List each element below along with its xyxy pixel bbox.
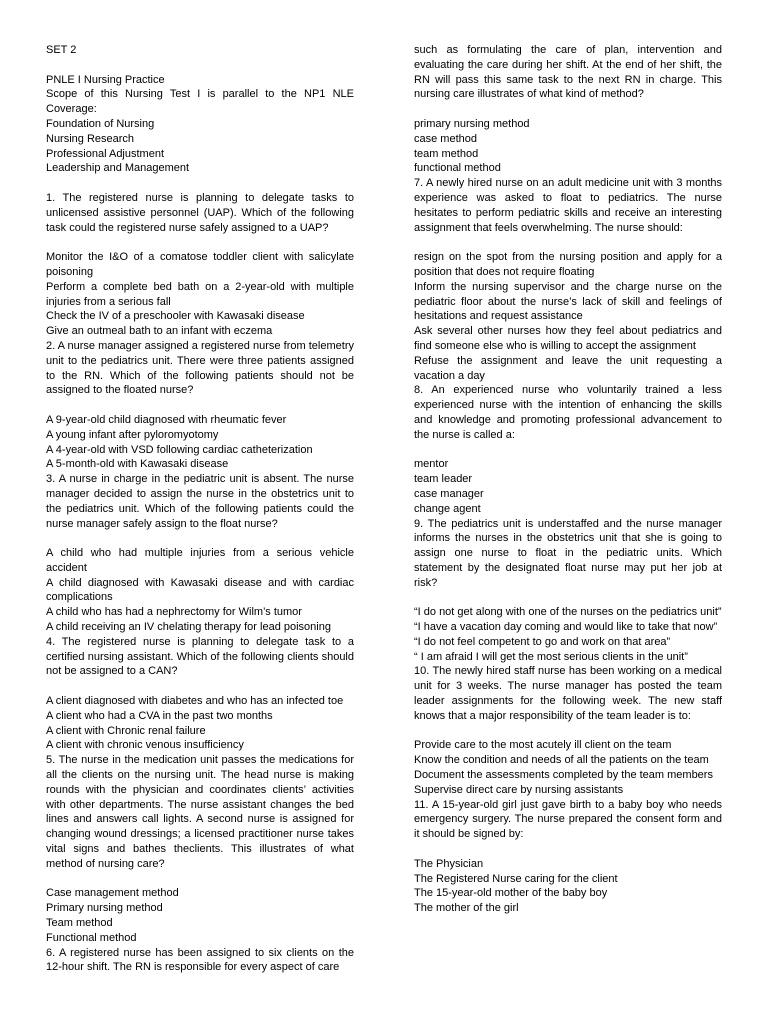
paragraph-line: Scope of this Nursing Test I is parallel to the NP1 NLE Coverage: bbox=[46, 88, 354, 116]
paragraph-line: A 9-year-old child diagnosed with rheumatic fever bbox=[46, 413, 287, 426]
paragraph-line: Nursing Research bbox=[46, 132, 135, 145]
question-text: 1. The registered nurse is planning to delegate tasks to unlicensed assistive personnel (UAP). Which of the following task could the registered nurse safely assigned to a UAP? bbox=[46, 191, 354, 234]
paragraph-line: such as formulating the care of plan, intervention and evaluating the care during her shift. At the end of her shift, the RN will pass this same task to the next RN in charge. This nursing care illustrates of what kind of method? bbox=[414, 44, 722, 101]
paragraph-line: “I do not feel competent to go and work on that area” bbox=[414, 635, 671, 648]
paragraph-line: Monitor the I&O of a comatose toddler client with salicylate poisoning bbox=[46, 251, 354, 278]
right-column bbox=[414, 43, 722, 1024]
paragraph-line: Provide care to the most acutely ill client on the team bbox=[414, 739, 672, 752]
paragraph-line: Refuse the assignment and leave the unit requesting a vacation a day bbox=[414, 354, 722, 382]
paragraph-line: “ I am afraid I will get the most serious clients in the unit” bbox=[414, 650, 688, 663]
paragraph-line: The Physician bbox=[414, 857, 484, 870]
paragraph-line: Check the IV of a preschooler with Kawasaki disease bbox=[46, 310, 305, 323]
paragraph-line: change agent bbox=[414, 502, 481, 515]
paragraph-line: Foundation of Nursing bbox=[46, 117, 155, 130]
question-text: 10. The newly hired staff nurse has been working on a medical unit for 3 weeks. The nurse manager has posted the team leader assignments for the following week. The new staff knows that a major responsibility of the team leader is to: bbox=[414, 665, 722, 722]
paragraph-line: A client who had a CVA in the past two months bbox=[46, 709, 273, 722]
paragraph-line: Inform the nursing supervisor and the charge nurse on the pediatric floor about the nurse’s lack of skill and feelings of hesitations and request assistance bbox=[414, 280, 722, 323]
paragraph-line: A client with chronic venous insufficiency bbox=[46, 739, 244, 752]
paragraph-line: team method bbox=[414, 147, 479, 160]
paragraph-line: A child who had multiple injuries from a serious vehicle accident bbox=[46, 547, 354, 574]
paragraph-line: Primary nursing method bbox=[46, 902, 163, 915]
paragraph-line: Case management method bbox=[46, 887, 179, 900]
paragraph-line: “I do not get along with one of the nurses on the pediatrics unit” bbox=[414, 606, 722, 619]
paragraph-line: A child receiving an IV chelating therapy for lead poisoning bbox=[46, 621, 331, 634]
paragraph-line: The Registered Nurse caring for the client bbox=[414, 872, 618, 885]
blank-line bbox=[414, 102, 722, 117]
paragraph-line: Ask several other nurses how they feel about pediatrics and find someone else who is willing to accept the assignment bbox=[414, 325, 722, 352]
question-text: 5. The nurse in the medication unit passes the medications for all the clients on the nursing unit. The head nurse is making rounds with the physician and coordinates clients’ activities with other departments. The nurse assistant changes the bed lines and answers call lights. A second nurse is assigned for changing wound dressings; a licensed practitioner nurse takes vital signs and bathes theclients. This illustrates of what method of nursing care? bbox=[46, 754, 354, 870]
paragraph-line: SET 2 bbox=[46, 44, 77, 56]
question-text: 2. A nurse manager assigned a registered nurse from telemetry unit to the pediatrics unit. There were three patients assigned to the RN. Which of the following patients should not be assigned to the floated nurse? bbox=[46, 339, 354, 397]
paragraph-line: functional method bbox=[414, 162, 501, 175]
paragraph-line: A client diagnosed with diabetes and who has an infected toe bbox=[46, 695, 344, 708]
paragraph-line: primary nursing method bbox=[414, 117, 530, 130]
question-text: 7. A newly hired nurse on an adult medicine unit with 3 months experience was asked to float to pediatrics. The nurse hesitates to perform pediatric skills and receive an interesting assignment that feels overwhelming. The nurse should: bbox=[414, 177, 722, 234]
paragraph-line: A 4-year-old with VSD following cardiac catheterization bbox=[46, 443, 313, 456]
paragraph-line: case method bbox=[414, 132, 477, 145]
paragraph-line: A child diagnosed with Kawasaki disease and with cardiac complications bbox=[46, 576, 354, 604]
paragraph-line: Give an outmeal bath to an infant with eczema bbox=[46, 325, 273, 338]
paragraph-line: team leader bbox=[414, 473, 473, 486]
paragraph-line: Supervise direct care by nursing assistants bbox=[414, 783, 624, 796]
paragraph-line: A young infant after pyloromyotomy bbox=[46, 428, 219, 441]
question-text: 9. The pediatrics unit is understaffed and the nurse manager informs the nurses in the obstetrics unit that she is going to assign one nurse to float in the pediatric units. Which statement by the designated float nurse may put her job at risk? bbox=[414, 517, 722, 589]
paragraph-line: A child who has had a nephrectomy for Wilm’s tumor bbox=[46, 606, 302, 619]
question-text: 8. An experienced nurse who voluntarily trained a less experienced nurse with the intention of enhancing the skills and knowledge and promoting professional advancement to the nurse is called a: bbox=[414, 384, 722, 441]
blank-line bbox=[414, 590, 722, 605]
paragraph-line: Professional Adjustment bbox=[46, 147, 165, 160]
paragraph-line: The mother of the girl bbox=[414, 902, 519, 915]
left-column bbox=[46, 43, 354, 1024]
paragraph-line: A client with Chronic renal failure bbox=[46, 724, 206, 737]
paragraph-line: A 5-month-old with Kawasaki disease bbox=[46, 458, 229, 471]
blank-line bbox=[414, 235, 722, 250]
paragraph-line: “I have a vacation day coming and would like to take that now” bbox=[414, 621, 718, 634]
question-text: 3. A nurse in charge in the pediatric unit is absent. The nurse manager decided to assign the nurse in the obstetrics unit to the pediatrics unit. Which of the following patients could the nurse manager safely assign to the float nurse? bbox=[46, 473, 354, 530]
paragraph-line: resign on the spot from the nursing position and apply for a position that does not require floating bbox=[414, 251, 722, 278]
paragraph-line: Document the assessments completed by the team members bbox=[414, 769, 713, 782]
question-text: 4. The registered nurse is planning to delegate task to a certified nursing assistant. Which of the following clients should not be assigned to a CAN? bbox=[46, 635, 354, 678]
paragraph-line: case manager bbox=[414, 487, 484, 500]
blank-line bbox=[46, 398, 354, 413]
blank-line bbox=[46, 679, 354, 694]
paragraph-line: Perform a complete bed bath on a 2-year-old with multiple injuries from a serious fall bbox=[46, 280, 354, 308]
paragraph-line: Functional method bbox=[46, 931, 137, 944]
blank-line bbox=[46, 531, 354, 546]
question-text: 11. A 15-year-old girl just gave birth to a baby boy who needs emergency surgery. The nurse prepared the consent form and it should be signed by: bbox=[414, 798, 722, 841]
paragraph-line: PNLE I Nursing Practice bbox=[46, 73, 165, 86]
blank-line bbox=[46, 235, 354, 250]
blank-line bbox=[46, 176, 354, 191]
paragraph-line: The 15-year-old mother of the baby boy bbox=[414, 887, 608, 900]
blank-line bbox=[414, 443, 722, 458]
paragraph-line: Leadership and Management bbox=[46, 162, 190, 175]
paragraph-line: Team method bbox=[46, 917, 113, 930]
blank-line bbox=[414, 842, 722, 857]
blank-line bbox=[46, 872, 354, 887]
paragraph-line: mentor bbox=[414, 458, 449, 471]
blank-line bbox=[46, 58, 354, 73]
paragraph-line: Know the condition and needs of all the patients on the team bbox=[414, 754, 709, 767]
question-text: 6. A registered nurse has been assigned to six clients on the 12-hour shift. The RN is responsible for every aspect of care bbox=[46, 946, 354, 974]
blank-line bbox=[414, 724, 722, 739]
